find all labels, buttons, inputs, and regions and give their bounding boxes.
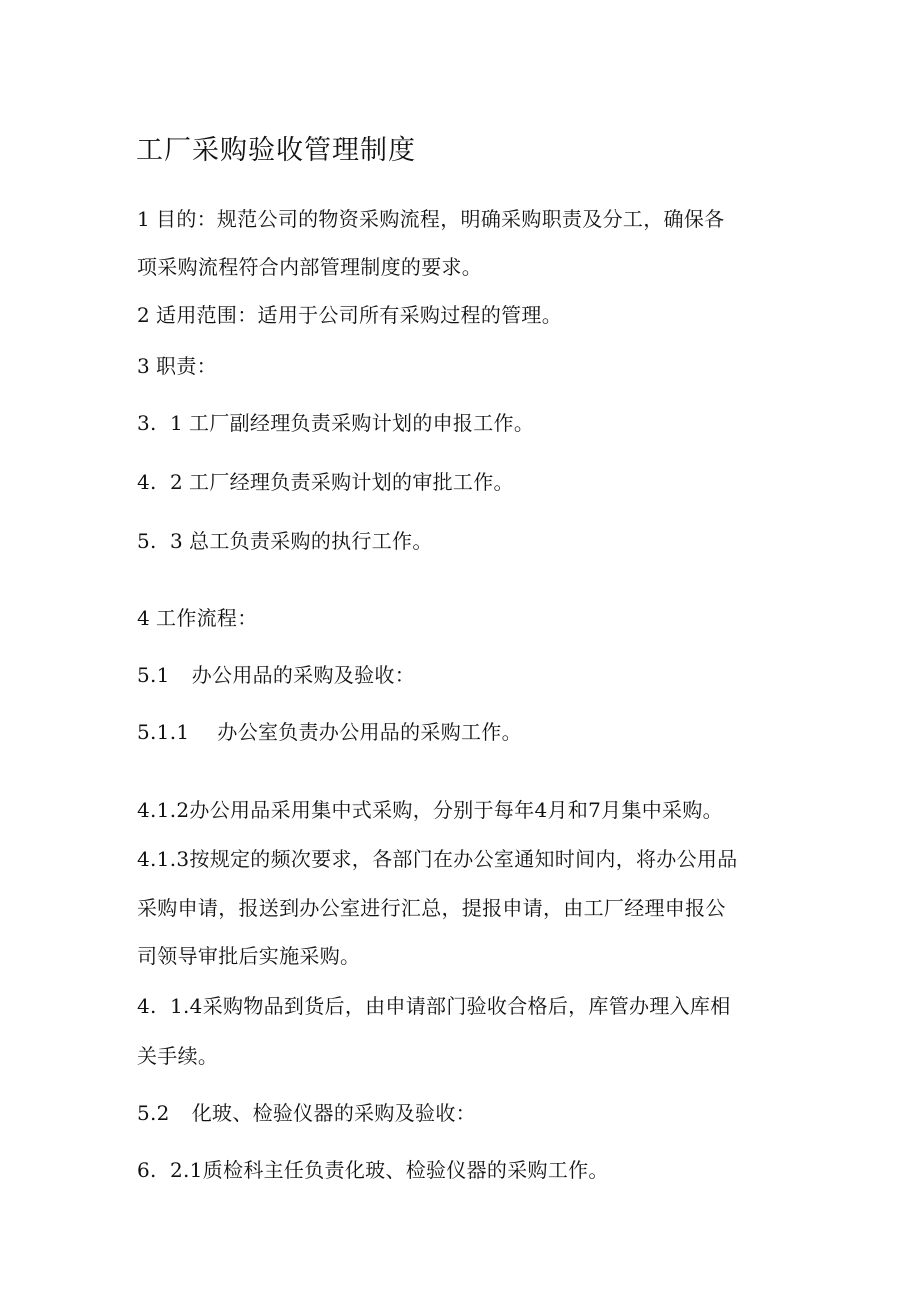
section-number: 2 bbox=[137, 303, 151, 327]
section-number: 4 bbox=[137, 606, 151, 630]
section-number: 4.1.3 bbox=[137, 847, 190, 871]
paragraph-line bbox=[137, 843, 738, 872]
section-number: 4. 1.4 bbox=[137, 994, 203, 1018]
line-text: 办公室负责办公用品的采购工作。 bbox=[217, 720, 522, 744]
line-text: 职责： bbox=[156, 354, 217, 378]
paragraph-line bbox=[137, 299, 562, 328]
section-number: 3 bbox=[137, 354, 151, 378]
line-text: 项采购流程符合内部管理制度的要求。 bbox=[137, 255, 483, 279]
line-text: 司领导审批后实施采购。 bbox=[137, 944, 361, 968]
line-text: 总工负责采购的执行工作。 bbox=[189, 529, 433, 553]
paragraph-line bbox=[137, 990, 731, 1019]
line-text: 采购物品到货后，由申请部门验收合格后，库管办理入库相 bbox=[202, 994, 731, 1018]
line-text: 关手续。 bbox=[137, 1044, 219, 1068]
document-title: 工厂采购验收管理制度 bbox=[136, 135, 416, 166]
paragraph-line bbox=[137, 203, 724, 232]
paragraph-line bbox=[137, 940, 360, 969]
section-number: 5.2 bbox=[137, 1101, 170, 1125]
line-text: 办公用品的采购及验收： bbox=[191, 663, 416, 687]
line-text: 化玻、检验仪器的采购及验收： bbox=[191, 1101, 476, 1125]
line-text: 采购申请，报送到办公室进行汇总，提报申请，由工厂经理申报公 bbox=[137, 896, 726, 920]
paragraph-line bbox=[137, 716, 522, 745]
section-number: 6. 2.1 bbox=[137, 1158, 203, 1182]
paragraph-line bbox=[137, 350, 217, 379]
paragraph-line bbox=[137, 1154, 609, 1183]
paragraph-line bbox=[137, 602, 258, 631]
paragraph-line bbox=[137, 525, 433, 554]
paragraph-line bbox=[137, 1040, 218, 1069]
section-number: 4. 2 bbox=[137, 470, 184, 494]
paragraph-line bbox=[137, 892, 726, 921]
section-number: 3. 1 bbox=[137, 411, 184, 435]
section-number: 5.1.1 bbox=[137, 720, 190, 744]
line-text: 适用范围：适用于公司所有采购过程的管理。 bbox=[156, 303, 563, 327]
line-text: 按规定的频次要求，各部门在办公室通知时间内，将办公用品 bbox=[189, 847, 738, 871]
line-text: 工作流程： bbox=[156, 606, 258, 630]
line-text: 办公用品采用集中式采购，分别于每年4月和7月集中采购。 bbox=[189, 798, 723, 822]
paragraph-line bbox=[137, 794, 723, 823]
section-number: 5.1 bbox=[137, 663, 170, 687]
line-text: 质检科主任负责化玻、检验仪器的采购工作。 bbox=[202, 1158, 609, 1182]
paragraph-line bbox=[137, 407, 534, 436]
paragraph-line bbox=[137, 659, 415, 688]
paragraph-line bbox=[137, 1097, 476, 1126]
line-text: 目的：规范公司的物资采购流程，明确采购职责及分工，确保各 bbox=[156, 207, 725, 231]
paragraph-line bbox=[137, 251, 482, 280]
section-number: 4.1.2 bbox=[137, 798, 190, 822]
line-text: 工厂副经理负责采购计划的申报工作。 bbox=[189, 411, 535, 435]
section-number: 1 bbox=[137, 207, 151, 231]
paragraph-line bbox=[137, 466, 514, 495]
line-text: 工厂经理负责采购计划的审批工作。 bbox=[189, 470, 514, 494]
section-number: 5. 3 bbox=[137, 529, 184, 553]
